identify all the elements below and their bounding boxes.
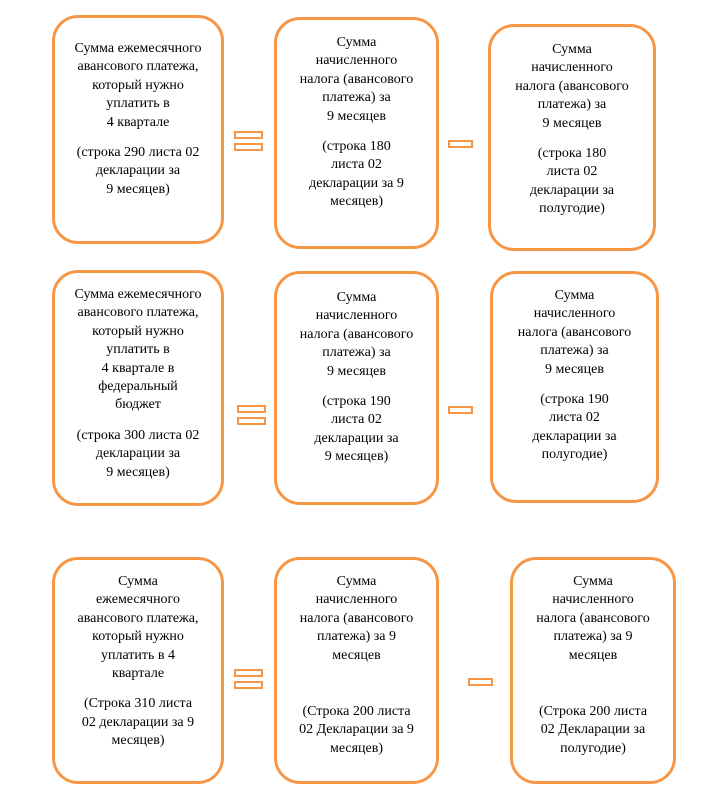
row3-accrued-tax-9m-box bbox=[274, 557, 439, 784]
box-reference-text: (Строка 310 листа 02 декларации за 9 месяцев) bbox=[81, 696, 195, 749]
equals-bar-bottom bbox=[234, 143, 263, 151]
box-reference-text: (строка 180 листа 02 декларации за 9 месяцев) bbox=[309, 139, 404, 210]
box-main-text: Сумма начисленного налога (авансового платежа) за 9 месяцев bbox=[299, 574, 414, 663]
box-reference-text: (Строка 200 листа 02 Декларации за 9 месяцев) bbox=[299, 704, 414, 756]
equals-sign bbox=[234, 131, 263, 151]
box-main-text: Сумма начисленного налога (авансового платежа) за 9 месяцев bbox=[299, 290, 414, 379]
box-main-text: Сумма начисленного налога (авансового платежа) за 9 месяцев bbox=[299, 35, 414, 124]
box-reference-text: (строка 190 листа 02 декларации за полугодие) bbox=[532, 392, 617, 463]
box-main-text: Сумма ежемесячного авансового платежа, который нужно уплатить в 4 квартале bbox=[77, 574, 199, 682]
box-reference-text: (строка 180 листа 02 декларации за полугодие) bbox=[529, 146, 615, 217]
box-main-text: Сумма ежемесячного авансового платежа, который нужно уплатить в 4 квартале bbox=[74, 41, 202, 130]
box-reference-text: (строка 290 листа 02 декларации за 9 месяцев) bbox=[76, 145, 200, 197]
box-main-text: Сумма ежемесячного авансового платежа, который нужно уплатить в 4 квартале в федеральный бюджет bbox=[74, 287, 202, 413]
row1-monthly-payment-box bbox=[52, 15, 224, 244]
equals-bar-top bbox=[234, 131, 263, 139]
row3-accrued-tax-half-year-box bbox=[510, 557, 676, 784]
box-reference-text: (строка 190 листа 02 декларации за 9 месяцев) bbox=[314, 394, 399, 465]
equals-bar-bottom bbox=[237, 417, 266, 425]
equals-bar-bottom bbox=[234, 681, 263, 689]
row1-accrued-tax-half-year-box bbox=[488, 24, 656, 251]
box-reference-text: (строка 300 листа 02 декларации за 9 месяцев) bbox=[76, 427, 200, 480]
equals-sign bbox=[234, 669, 263, 689]
row3-monthly-payment-box bbox=[52, 557, 224, 784]
box-main-text: Сумма начисленного налога (авансового платежа) за 9 месяцев bbox=[536, 574, 650, 663]
equals-bar-top bbox=[237, 405, 266, 413]
row2-monthly-payment-box bbox=[52, 270, 224, 506]
row2-accrued-tax-half-year-box bbox=[490, 271, 659, 503]
box-main-text: Сумма начисленного налога (авансового платежа) за 9 месяцев bbox=[515, 42, 629, 131]
equals-sign bbox=[237, 405, 266, 425]
row2-accrued-tax-9m-box bbox=[274, 271, 439, 505]
box-reference-text: (Строка 200 листа 02 Декларации за полугодие) bbox=[538, 704, 648, 756]
box-main-text: Сумма начисленного налога (авансового платежа) за 9 месяцев bbox=[517, 288, 632, 377]
minus-sign bbox=[448, 140, 473, 148]
minus-sign bbox=[468, 678, 493, 686]
equals-bar-top bbox=[234, 669, 263, 677]
minus-sign bbox=[448, 406, 473, 414]
row1-accrued-tax-9m-box bbox=[274, 17, 439, 249]
